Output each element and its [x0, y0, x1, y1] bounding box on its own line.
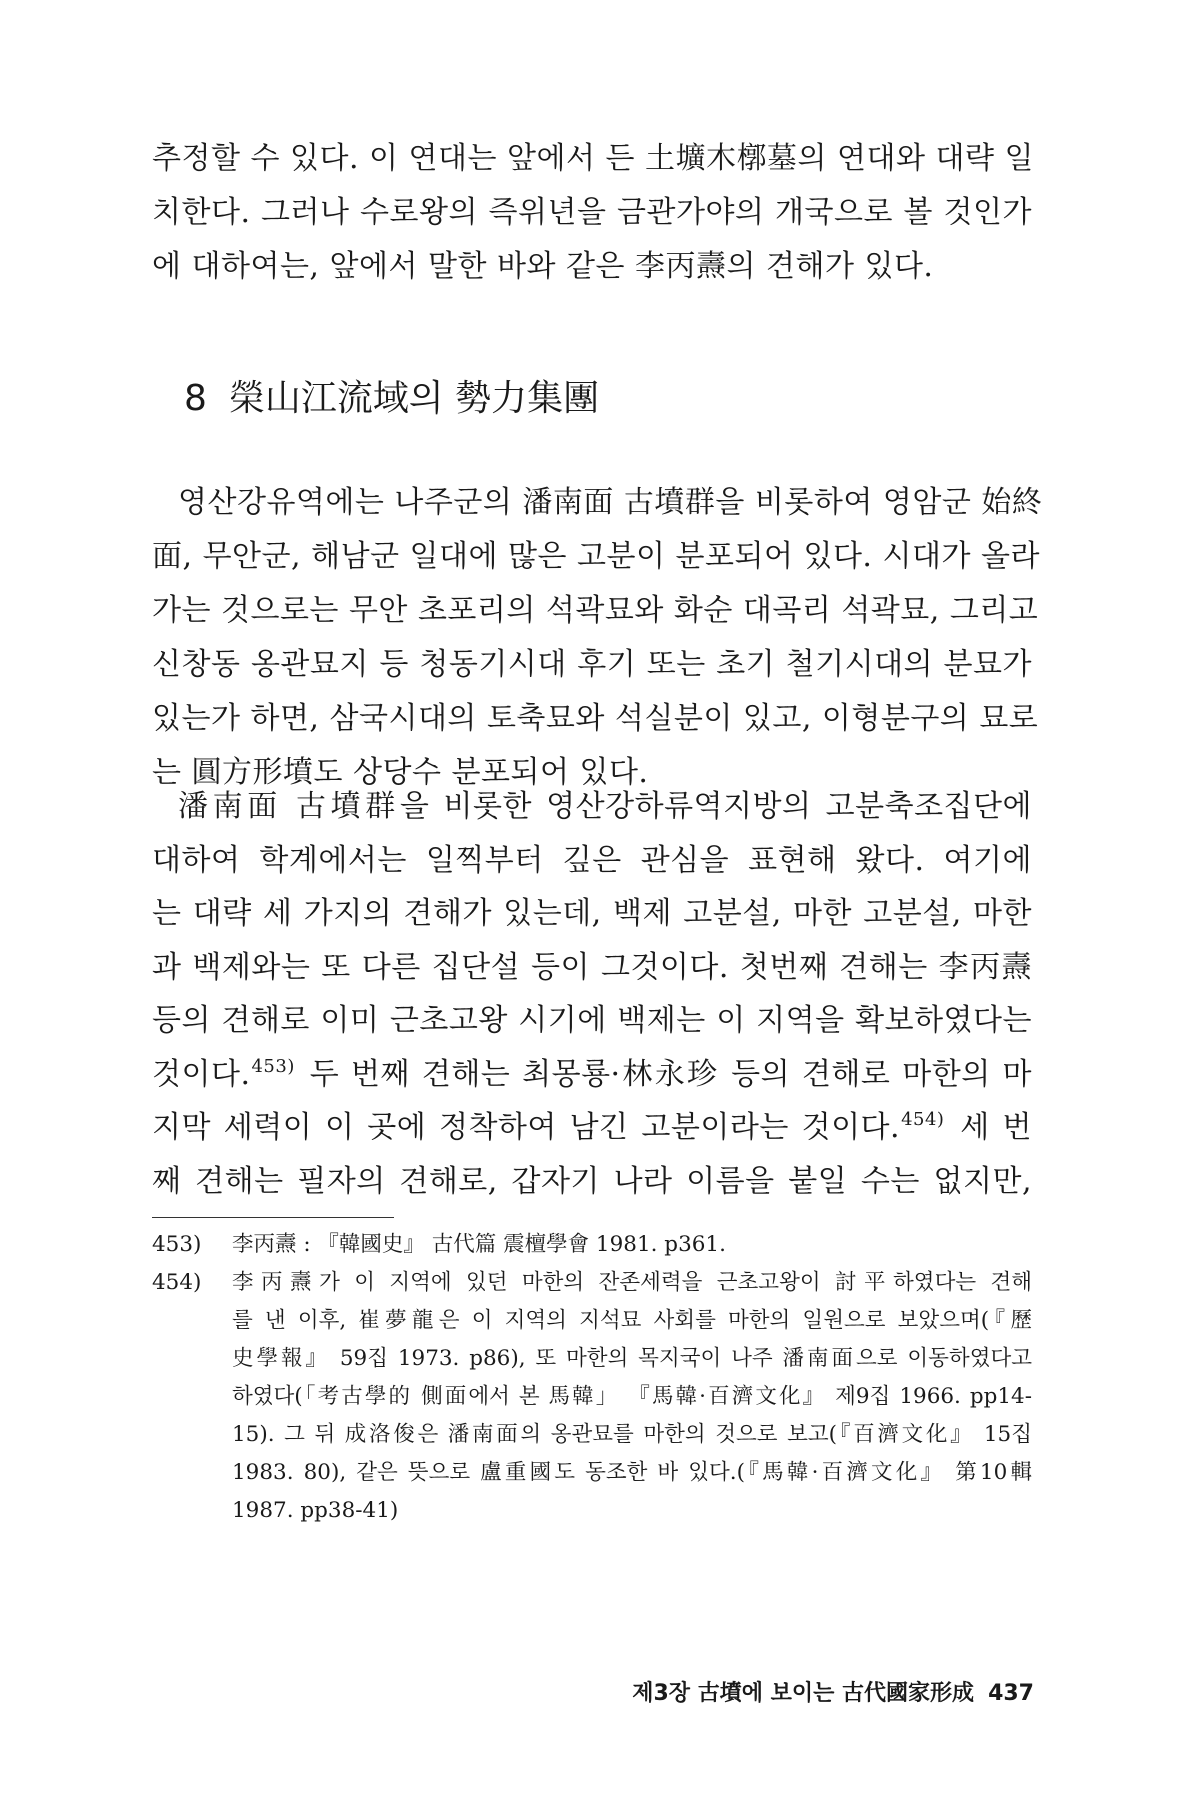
footnote-line: 1987. pp38-41) [232, 1498, 399, 1523]
section-title: 榮山江流域의 勢力集團 [228, 378, 600, 419]
footnote-line: 1983. 80), 같은 뜻으로 盧重國도 동조한 바 있다.(『馬韓·百濟文化』 第10輯 [232, 1460, 1032, 1485]
footnote-text: 李丙燾가 이 지역에 있던 마한의 잔존세력을 근초고왕이 討平하였다는 견해 [232, 1270, 1032, 1295]
text-line: 潘南面 古墳群을 비롯한 영산강하류역지방의 고분축조집단에 [178, 789, 1032, 824]
section-number: 8 [184, 378, 207, 419]
body-paragraph-2 [152, 780, 1032, 1208]
page-number: 437 [988, 1681, 1034, 1706]
text-line [152, 1101, 1032, 1155]
text-segment: 세 번 [947, 1110, 1032, 1145]
text-line: 과 백제와는 또 다른 집단설 등이 그것이다. 첫번째 견해는 李丙燾 [152, 949, 1032, 985]
footnote-number: 453) [152, 1232, 202, 1257]
text-line: 째 견해는 필자의 견해로, 갑자기 나라 이름을 붙일 수는 없지만, [152, 1163, 1032, 1199]
body-paragraph-1 [152, 476, 1043, 800]
footnote-453 [152, 1226, 1032, 1264]
footnote-text: 李丙燾 : 『韓國史』 古代篇 震檀學會 1981. p361. [232, 1232, 726, 1257]
text-segment: 것이다. [152, 1056, 251, 1092]
text-line: 대하여 학계에서는 일찍부터 깊은 관심을 표현해 왔다. 여기에 [152, 842, 1032, 878]
text-line: 있는가 하면, 삼국시대의 토축묘와 석실분이 있고, 이형분구의 묘로 [152, 701, 1039, 736]
text-line: 등의 견해로 이미 근초고왕 시기에 백제는 이 지역을 확보하였다는 [152, 1003, 1032, 1038]
text-line: 신창동 옹관묘지 등 청동기시대 후기 또는 초기 철기시대의 분묘가 [152, 647, 1032, 682]
footnote-divider [152, 1217, 394, 1218]
footnote-number: 454) [152, 1270, 202, 1295]
footnote-line: 하였다(「考古學的 側面에서 본 馬韓」 『馬韓·百濟文化』 제9집 1966. pp14- [232, 1384, 1032, 1409]
running-title: 제3장 古墳에 보이는 古代國家形成 [632, 1681, 975, 1706]
footnote-reference-454[interactable]: 454) [901, 1109, 945, 1130]
footnote-454 [152, 1264, 1032, 1302]
text-line: 面, 무안군, 해남군 일대에 많은 고분이 분포되어 있다. 시대가 올라 [152, 539, 1040, 574]
text-line: 영산강유역에는 나주군의 潘南面 古墳群을 비롯하여 영암군 始終 [178, 485, 1043, 520]
footnote-line: 15). 그 뒤 成洛俊은 潘南面의 옹관묘를 마한의 것으로 보고(『百濟文化』 15집 [232, 1422, 1032, 1447]
footnote-reference-453[interactable]: 453) [251, 1055, 295, 1077]
text-line: 가는 것으로는 무안 초포리의 석곽묘와 화순 대곡리 석곽묘, 그리고 [152, 593, 1039, 628]
section-heading [184, 375, 599, 423]
running-footer [632, 1678, 1034, 1710]
text-line: 에 대하여는, 앞에서 말한 바와 같은 李丙燾의 견해가 있다. [152, 249, 934, 284]
intro-paragraph [152, 132, 1032, 294]
text-line [152, 1048, 1032, 1102]
text-line: 는 圓方形墳도 상당수 분포되어 있다. [152, 755, 649, 790]
footnote-line: 를 낸 이후, 崔夢龍은 이 지역의 지석묘 사회를 마한의 일원으로 보았으며(『歷 [232, 1308, 1032, 1333]
text-line: 추정할 수 있다. 이 연대는 앞에서 든 土壙木槨墓의 연대와 대략 일 [152, 141, 1034, 176]
text-segment: 두 번째 견해는 최몽룡·林永珍 등의 견해로 마한의 마 [297, 1056, 1032, 1092]
footnotes [152, 1226, 1032, 1530]
text-line: 는 대략 세 가지의 견해가 있는데, 백제 고분설, 마한 고분설, 마한 [152, 896, 1032, 931]
text-segment: 지막 세력이 이 곳에 정착하여 남긴 고분이라는 것이다. [152, 1110, 901, 1145]
text-line: 치한다. 그러나 수로왕의 즉위년을 금관가야의 개국으로 볼 것인가 [152, 195, 1032, 230]
footnote-line: 史學報』 59집 1973. p86), 또 마한의 목지국이 나주 潘南面으로 이동하였다고 [232, 1346, 1032, 1371]
